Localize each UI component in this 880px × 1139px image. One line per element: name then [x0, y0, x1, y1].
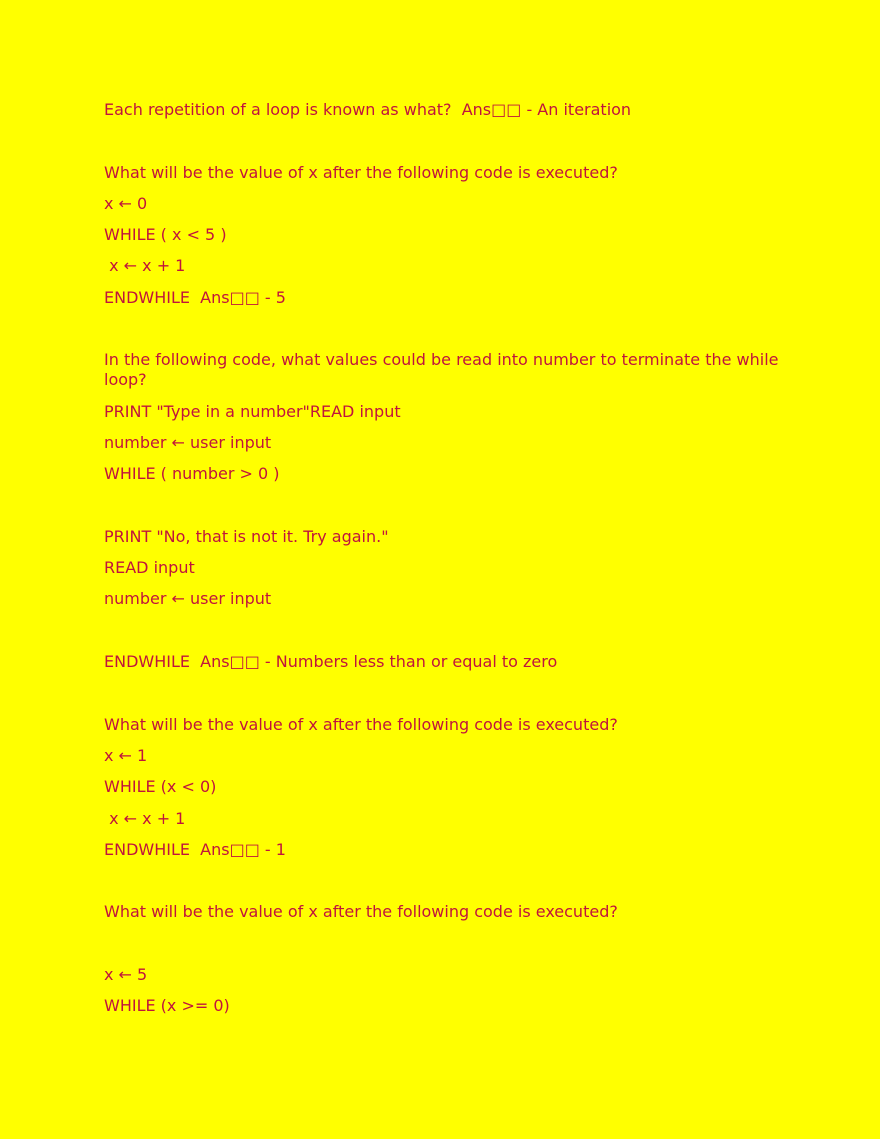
spacer: [104, 683, 784, 714]
code-line: x ← x + 1: [104, 256, 186, 276]
code-line: PRINT "No, that is not it. Try again.": [104, 526, 389, 546]
code-line: WHILE (x >= 0): [104, 996, 230, 1016]
spacer: [104, 934, 784, 965]
code-line: x ← x + 1: [104, 808, 186, 828]
spacer: [104, 319, 784, 350]
spacer: [104, 621, 784, 652]
spacer: [104, 871, 784, 902]
answer-line: ENDWHILE Ans□□ - 5: [104, 287, 286, 307]
spacer: [104, 131, 784, 162]
code-line: WHILE ( x < 5 ): [104, 225, 227, 245]
code-line: number ← user input: [104, 589, 272, 609]
code-line: READ input: [104, 558, 195, 578]
code-line: x ← 0: [104, 193, 148, 213]
document-page: [104, 100, 784, 1028]
question-2-line: What will be the value of x after the following code is executed?: [104, 162, 618, 182]
code-line: PRINT "Type in a number"READ input: [104, 401, 401, 421]
question-1-line: Each repetition of a loop is known as what? Ans□□ - An iteration: [104, 100, 632, 119]
code-line: x ← 1: [104, 745, 148, 765]
question-4-line: What will be the value of x after the following code is executed?: [104, 714, 618, 734]
code-line: number ← user input: [104, 432, 272, 452]
answer-line: ENDWHILE Ans□□ - Numbers less than or equal to zero: [104, 652, 558, 672]
spacer: [104, 496, 784, 527]
question-5-line: What will be the value of x after the following code is executed?: [104, 902, 618, 922]
code-line: x ← 5: [104, 965, 148, 985]
question-3-line: In the following code, what values could be read into number to terminate the while loop?: [104, 350, 779, 390]
answer-line: ENDWHILE Ans□□ - 1: [104, 839, 286, 859]
code-line: WHILE ( number > 0 ): [104, 464, 280, 484]
code-line: WHILE (x < 0): [104, 777, 217, 797]
